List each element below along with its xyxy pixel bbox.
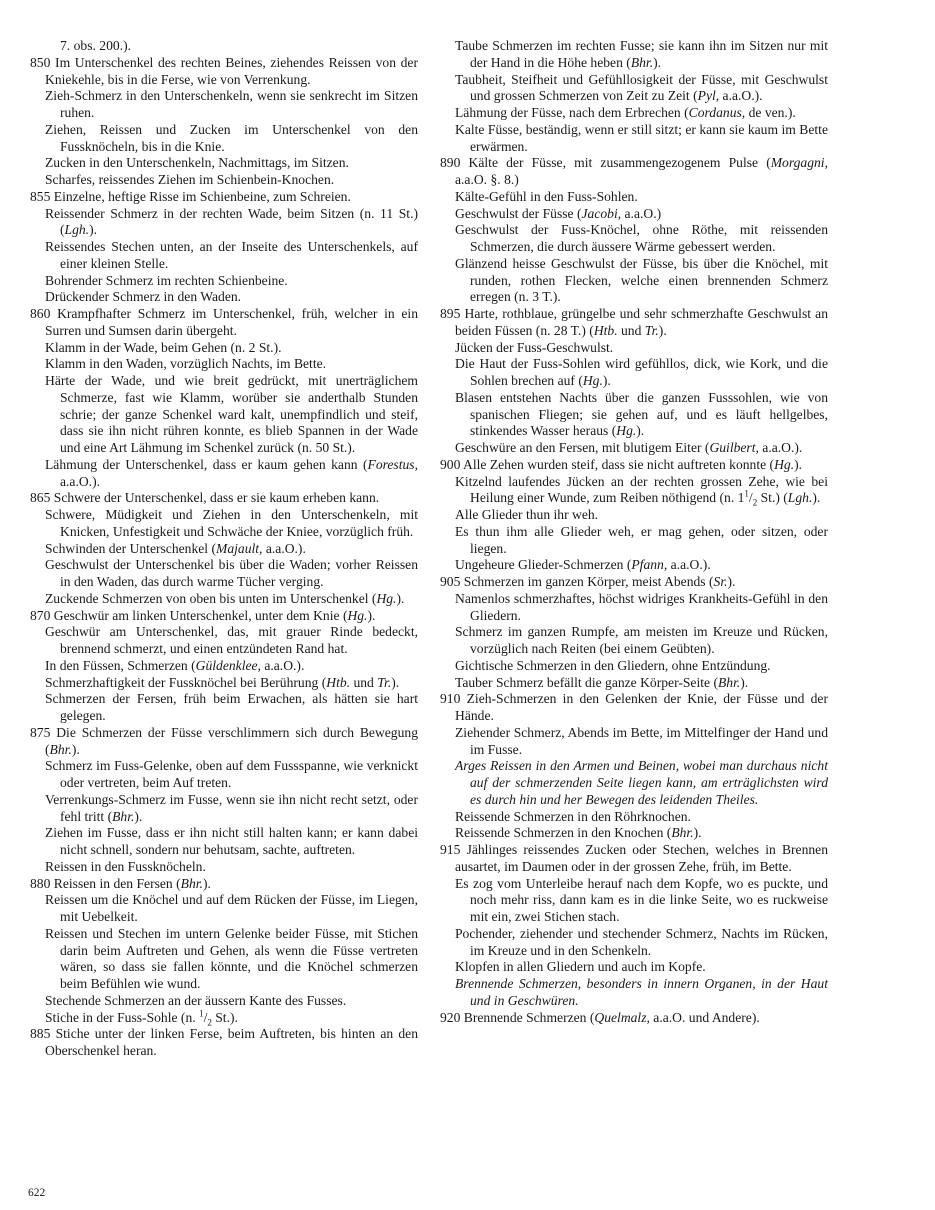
- symptom-entry: Es thun ihm alle Glieder weh, er mag gehen, oder sitzen, oder liegen.: [455, 523, 828, 556]
- symptom-entry: 7. obs. 200.).: [60, 38, 131, 53]
- symptom-entry: Schmerzhaftigkeit der Fussknöchel bei Berührung (Htb. und Tr.).: [45, 674, 400, 690]
- symptom-entry: Reissende Schmerzen in den Röhrknochen.: [455, 808, 691, 824]
- symptom-entry: Reissender Schmerz in der rechten Wade, beim Sitzen (n. 11 St.) (Lgh.).: [45, 205, 418, 238]
- numbered-entry: 885 Stiche unter der linken Ferse, beim Auftreten, bis hinten an den Oberschenkel heran.: [30, 1026, 418, 1058]
- numbered-entry: 915 Jählinges reissendes Zucken oder Stechen, welches in Brennen ausartet, im Daumen oder in der grossen Zehe, früh, im Bette.: [440, 842, 828, 874]
- symptom-entry: Scharfes, reissendes Ziehen im Schienbein-Knochen.: [45, 172, 335, 187]
- symptom-entry: Geschwulst der Unterschenkel bis über die Waden; vorher Reissen in den Waden, das durch warme Tücher verging.: [45, 557, 418, 589]
- numbered-entry: 855 Einzelne, heftige Risse im Schienbeine, zum Schreien.: [30, 188, 351, 204]
- numbered-entry: 870 Geschwür am linken Unterschenkel, unter dem Knie (Hg.).: [30, 607, 376, 623]
- symptom-entry: Pochender, ziehender und stechender Schmerz, Nachts im Rücken, im Kreuze und in den Schenkeln.: [455, 925, 828, 958]
- symptom-entry: Verrenkungs-Schmerz im Fusse, wenn sie ihn nicht recht setzt, oder fehl tritt (Bhr.).: [45, 791, 418, 824]
- symptom-entry: Geschwulst der Füsse (Jacobi, a.a.O.): [455, 205, 662, 221]
- symptom-entry: Jücken der Fuss-Geschwulst.: [455, 339, 614, 355]
- symptom-entry: Schmerz im Fuss-Gelenke, oben auf dem Fussspanne, wie verknickt oder vertreten, beim Auf treten.: [45, 758, 418, 790]
- symptom-entry: Klopfen in allen Gliedern und auch im Kopfe.: [455, 959, 706, 975]
- symptom-entry: Stiche in der Fuss-Sohle (n. $^1/_2$ St.).: [45, 1007, 238, 1028]
- symptom-entry: Ungeheure Glieder-Schmerzen (Pfann, a.a.O.).: [455, 557, 711, 573]
- symptom-entry: Blasen entstehen Nachts über die ganzen Fusssohlen, wie von spanischen Fliegen; sie gehen auf, und es läuft hellgelbes, stinkendes Wasser heraus (Hg.).: [455, 389, 828, 439]
- symptom-entry: Kälte-Gefühl in den Fuss-Sohlen.: [455, 188, 638, 204]
- numbered-entry: 865 Schwere der Unterschenkel, dass er sie kaum erheben kann.: [30, 490, 380, 506]
- numbered-entry: 920 Brennende Schmerzen (Quelmalz, a.a.O. und Andere).: [440, 1009, 760, 1025]
- page-number: 622: [28, 1187, 46, 1199]
- symptom-entry: Stechende Schmerzen an der äussern Kante des Fusses.: [45, 992, 347, 1008]
- symptom-entry: Lähmung der Füsse, nach dem Erbrechen (Cordanus, de ven.).: [455, 105, 796, 120]
- symptom-entry: Reissen um die Knöchel und auf dem Rücken der Füsse, im Liegen, mit Uebelkeit.: [45, 892, 418, 924]
- symptom-entry: Zucken in den Unterschenkeln, Nachmittags, im Sitzen.: [45, 155, 349, 171]
- symptom-entry: Schwinden der Unterschenkel (Majault, a.a.O.).: [45, 540, 306, 556]
- symptom-entry: Drückender Schmerz in den Waden.: [45, 289, 242, 305]
- symptom-entry: Härte der Wade, und wie breit gedrückt, mit unerträglichem Schmerze, fast wie Klamm, worüber sie anderthalb Stunden schrie; der ganze Schenkel ward kalt, unempfindlich und steif, dass sie ihn nicht rühren konnte, es blieb Spannen in der Wade und eine Art Lähmung im Schenkel zurück (n. 50 St.).: [45, 373, 418, 455]
- numbered-entry: 850 Im Unterschenkel des rechten Beines, ziehendes Reissen von der Kniekehle, bis in die Ferse, wie von Verrenkung.: [30, 54, 418, 87]
- symptom-entry: Brennende Schmerzen, besonders in innern Organen, in der Haut und in Geschwüren.: [455, 976, 828, 1008]
- symptom-entry: Reissendes Stechen unten, an der Inseite des Unterschenkels, auf einer kleinen Stelle.: [45, 239, 418, 271]
- symptom-entry: Tauber Schmerz befällt die ganze Körper-Seite (Bhr.).: [455, 674, 749, 690]
- right-text-column: [440, 38, 828, 1026]
- symptom-entry: Alle Glieder thun ihr weh.: [455, 507, 599, 522]
- numbered-entry: 895 Harte, rothblaue, grüngelbe und sehr schmerzhafte Geschwulst an beiden Füssen (n. 28 T.) (Htb. und Tr.).: [440, 306, 828, 338]
- numbered-entry: 880 Reissen in den Fersen (Bhr.).: [30, 875, 211, 891]
- symptom-entry: Taube Schmerzen im rechten Fusse; sie kann ihn im Sitzen nur mit der Hand in die Höhe heben (Bhr.).: [455, 38, 828, 70]
- symptom-entry: Zieh-Schmerz in den Unterschenkeln, wenn sie senkrecht im Sitzen ruhen.: [45, 88, 418, 120]
- symptom-entry: Kalte Füsse, beständig, wenn er still sitzt; er kann sie kaum im Bette erwärmen.: [455, 121, 828, 154]
- numbered-entry: 875 Die Schmerzen der Füsse verschlimmern sich durch Bewegung (Bhr.).: [30, 724, 418, 757]
- symptom-entry: Die Haut der Fuss-Sohlen wird gefühllos, dick, wie Kork, und die Sohlen brechen auf (Hg.).: [455, 356, 828, 388]
- symptom-entry: Lähmung der Unterschenkel, dass er kaum gehen kann (Forestus, a.a.O.).: [45, 456, 418, 489]
- symptom-entry: Ziehen im Fusse, dass er ihn nicht still halten kann; er kann dabei nicht schnell, sondern nur behutsam, sachte, auftreten.: [45, 825, 418, 857]
- symptom-entry: Namenlos schmerzhaftes, höchst widriges Krankheits-Gefühl in den Gliedern.: [455, 590, 828, 623]
- symptom-entry: Klamm in den Waden, vorzüglich Nachts, im Bette.: [45, 356, 327, 372]
- symptom-entry: Arges Reissen in den Armen und Beinen, wobei man durchaus nicht auf der schmerzenden Seite liegen kann, am erträglichsten wird es durch hin und her Bewegen des leidenden Theiles.: [455, 758, 828, 807]
- symptom-entry: Geschwüre an den Fersen, mit blutigem Eiter (Guilbert, a.a.O.).: [455, 440, 803, 455]
- symptom-entry: Schwere, Müdigkeit und Ziehen in den Unterschenkeln, mit Knicken, Unfestigkeit und Schwäche der Kniee, vorzüglich früh.: [45, 507, 418, 539]
- symptom-entry: Zuckende Schmerzen von oben bis unten im Unterschenkel (Hg.).: [45, 590, 405, 606]
- symptom-entry: Schmerzen der Fersen, früh beim Erwachen, als hätten sie hart gelegen.: [45, 691, 418, 723]
- numbered-entry: 900 Alle Zehen wurden steif, dass sie nicht auftreten konnte (Hg.).: [440, 456, 803, 472]
- numbered-entry: 860 Krampfhafter Schmerz im Unterschenkel, früh, welcher in ein Surren und Sumsen darin übergeht.: [30, 306, 418, 338]
- symptom-entry: Bohrender Schmerz im rechten Schienbeine.: [45, 272, 288, 288]
- symptom-entry: Geschwür am Unterschenkel, das, mit grauer Rinde bedeckt, brennend schmerzt, und einen entzündeten Rand hat.: [45, 624, 418, 656]
- symptom-entry: Reissen und Stechen im untern Gelenke beider Füsse, mit Stichen darin beim Auftreten und Gehen, als wenn die Füsse vertreten wären, so dass sie fallen könnte, und die Knöchel schmerzen beim Befühlen wie wund.: [45, 925, 418, 991]
- symptom-entry: Reissende Schmerzen in den Knochen (Bhr.).: [455, 825, 702, 841]
- numbered-entry: 905 Schmerzen im ganzen Körper, meist Abends (Sr.).: [440, 574, 736, 589]
- symptom-entry: In den Füssen, Schmerzen (Güldenklee, a.a.O.).: [45, 657, 305, 673]
- symptom-entry: Es zog vom Unterleibe herauf nach dem Kopfe, wo es puckte, und noch mehr riss, dann kam es in die linke Seite, wo es ruckweise mit ein, zwei Stichen stach.: [455, 875, 828, 924]
- symptom-entry: Ziehender Schmerz, Abends im Bette, im Mittelfinger der Hand und im Fusse.: [455, 724, 828, 757]
- numbered-entry: 910 Zieh-Schmerzen in den Gelenken der Knie, der Füsse und der Hände.: [440, 691, 828, 723]
- symptom-entry: Reissen in den Fussknöcheln.: [45, 858, 206, 874]
- symptom-entry: Gichtische Schmerzen in den Gliedern, ohne Entzündung.: [455, 657, 771, 673]
- symptom-entry: Geschwulst der Fuss-Knöchel, ohne Röthe, mit reissenden Schmerzen, die durch äussere Wärme gebessert werden.: [455, 222, 828, 254]
- symptom-entry: Klamm in der Wade, beim Gehen (n. 2 St.).: [45, 339, 282, 355]
- symptom-entry: Kitzelnd laufendes Jücken an der rechten grossen Zehe, wie bei Heilung einer Wunde, zum Reiben nöthigend (n. $1^1/_2$ St.) (Lgh.).: [455, 473, 828, 508]
- symptom-entry: Ziehen, Reissen und Zucken im Unterschenkel von den Fussknöcheln, bis in die Knie.: [45, 121, 418, 154]
- symptom-entry: Taubheit, Steifheit und Gefühllosigkeit der Füsse, mit Geschwulst und grossen Schmerzen von Zeit zu Zeit (Pyl, a.a.O.).: [455, 71, 828, 104]
- left-text-column: [30, 38, 418, 1060]
- symptom-entry: Schmerz im ganzen Rumpfe, am meisten im Kreuze und Rücken, vorzüglich nach Reiten (bei einem Geübten).: [455, 624, 828, 656]
- numbered-entry: 890 Kälte der Füsse, mit zusammengezogenem Pulse (Morgagni, a.a.O. §. 8.): [440, 155, 828, 187]
- symptom-entry: Glänzend heisse Geschwulst der Füsse, bis über die Knöchel, mit runden, rothen Flecken, welche einen brennenden Schmerz erregen (n. 3 T.).: [455, 255, 828, 305]
